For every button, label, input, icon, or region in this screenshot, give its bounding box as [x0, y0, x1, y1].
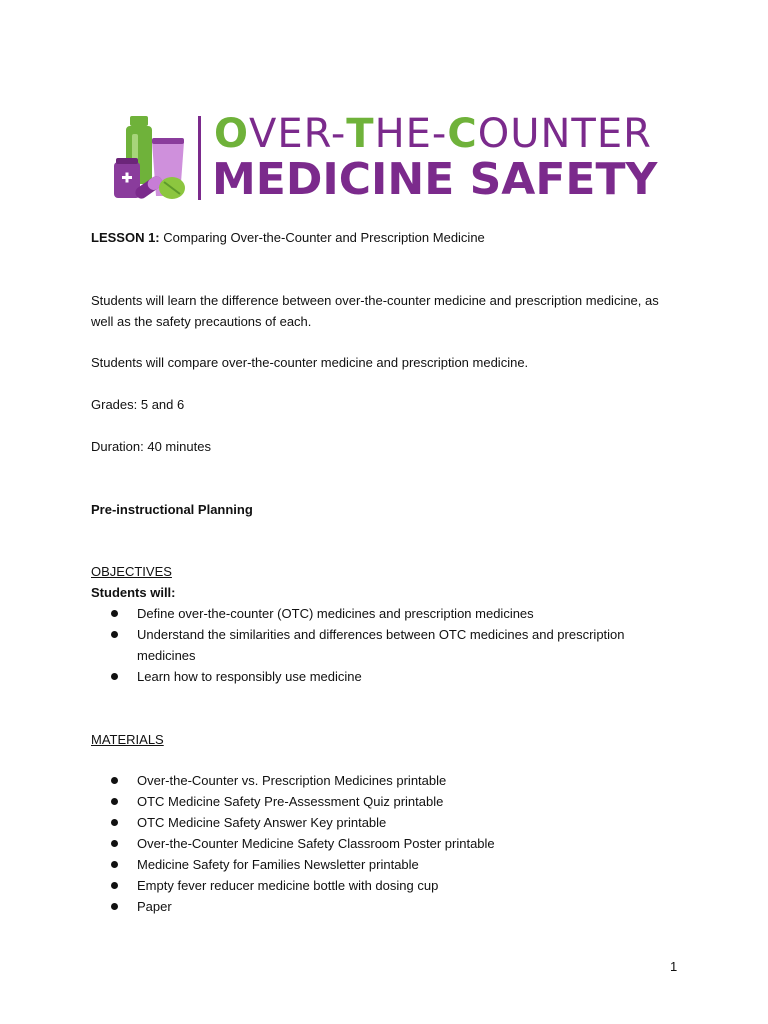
list-item: Define over-the-counter (OTC) medicines and prescription medicines [91, 603, 711, 624]
objectives-heading: OBJECTIVES [91, 564, 172, 579]
bullet-icon [111, 861, 118, 868]
intro-paragraph: Students will learn the difference between over-the-counter medicine and prescription medicine, as well as the safety precautions of each. [91, 293, 659, 329]
bullet-icon [111, 673, 118, 680]
bullet-icon [111, 903, 118, 910]
materials-heading: MATERIALS [91, 732, 164, 747]
list-item: Over-the-Counter Medicine Safety Classroom Poster printable [91, 833, 711, 854]
planning-heading: Pre-instructional Planning [91, 502, 253, 517]
logo [108, 112, 668, 206]
lesson-name: Comparing Over-the-Counter and Prescription Medicine [163, 230, 485, 245]
objectives-section [91, 561, 711, 687]
grades: Grades: 5 and 6 [91, 397, 185, 412]
list-item: OTC Medicine Safety Pre-Assessment Quiz printable [91, 791, 711, 812]
bullet-icon [111, 631, 118, 638]
bullet-icon [111, 610, 118, 617]
list-item: OTC Medicine Safety Answer Key printable [91, 812, 711, 833]
logo-title-line1: OVER-THE-COUNTER [214, 111, 652, 157]
objectives-subheading: Students will: [91, 585, 176, 600]
materials-section [91, 770, 711, 917]
bullet-icon [111, 777, 118, 784]
compare-statement: Students will compare over-the-counter medicine and prescription medicine. [91, 355, 529, 370]
objectives-list [91, 603, 711, 687]
medicine-bottles-icon [108, 112, 192, 206]
bullet-icon [111, 840, 118, 847]
list-item: Paper [91, 896, 711, 917]
page-number: 1 [670, 959, 678, 974]
duration: Duration: 40 minutes [91, 439, 211, 454]
list-item: Learn how to responsibly use medicine [91, 666, 711, 687]
materials-heading-row [91, 729, 164, 750]
lesson-label: LESSON 1: [91, 230, 160, 245]
list-item: Empty fever reducer medicine bottle with dosing cup [91, 875, 711, 896]
lesson-title [91, 227, 485, 248]
bullet-icon [111, 798, 118, 805]
logo-divider [198, 116, 201, 200]
list-item: Over-the-Counter vs. Prescription Medicines printable [91, 770, 711, 791]
bullet-icon [111, 882, 118, 889]
bullet-icon [111, 819, 118, 826]
logo-title-line2: MEDICINE SAFETY [212, 154, 658, 205]
materials-list [91, 770, 711, 917]
list-item: Medicine Safety for Families Newsletter printable [91, 854, 711, 875]
list-item: Understand the similarities and differences between OTC medicines and prescription medicines [91, 624, 711, 666]
